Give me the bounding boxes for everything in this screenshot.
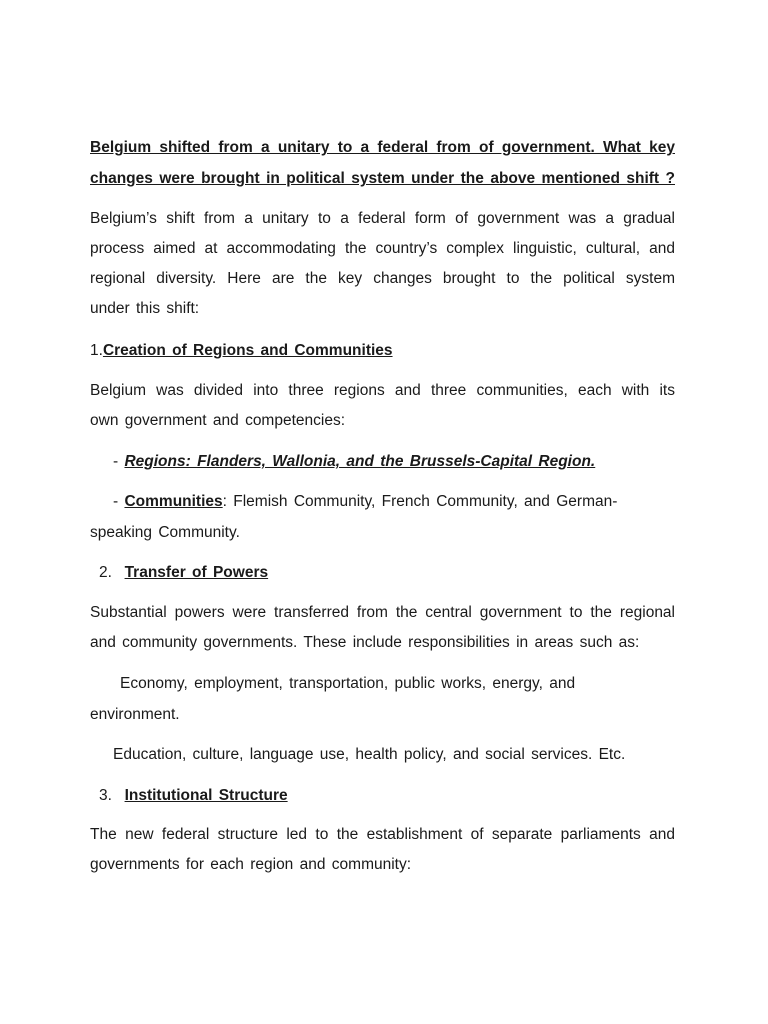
regions-bullet bbox=[113, 452, 595, 472]
section-1-title: Creation of Regions and Communities bbox=[102, 342, 393, 359]
section-2-text-line-2: and community governments. These include responsibilities in areas such as: bbox=[90, 634, 640, 651]
section-2-number: 2. bbox=[99, 564, 112, 581]
section-2-text-line-1: Substantial powers were transferred from the central government to the regional bbox=[90, 604, 675, 621]
section-1-heading bbox=[90, 341, 393, 361]
section-2-title: Transfer of Powers bbox=[124, 564, 269, 581]
powers-item-1-line-2: environment. bbox=[90, 706, 180, 723]
intro-line-4: under this shift: bbox=[90, 300, 200, 317]
section-1-text-line-1: Belgium was divided into three regions and three communities, each with its bbox=[90, 382, 675, 399]
regions-text: Regions: Flanders, Wallonia, and the Brussels-Capital Region. bbox=[124, 453, 596, 470]
section-1-text-line-2: own government and competencies: bbox=[90, 412, 346, 429]
powers-item-1-line-1: Economy, employment, transportation, public works, energy, and bbox=[120, 675, 576, 692]
communities-bullet bbox=[113, 492, 617, 512]
communities-rest: : Flemish Community, French Community, and German- bbox=[222, 493, 618, 510]
communities-dash: - bbox=[113, 493, 125, 510]
powers-item-2: Education, culture, language use, health policy, and social services. Etc. bbox=[113, 746, 626, 763]
section-1-number: 1. bbox=[90, 342, 103, 359]
section-3-text-line-1: The new federal structure led to the establishment of separate parliaments and bbox=[90, 826, 675, 843]
intro-line-2: process aimed at accommodating the country’s complex linguistic, cultural, and bbox=[90, 240, 675, 257]
section-3-text-line-2: governments for each region and community: bbox=[90, 856, 412, 873]
question-line-2: changes were brought in political system under the above mentioned shift ? bbox=[90, 170, 675, 187]
question-line-1: Belgium shifted from a unitary to a federal from of government. What key bbox=[90, 139, 675, 156]
communities-line-2: speaking Community. bbox=[90, 524, 240, 541]
section-3-heading bbox=[99, 786, 288, 806]
section-3-number: 3. bbox=[99, 787, 112, 804]
regions-dash: - bbox=[113, 453, 125, 470]
communities-label: Communities bbox=[124, 493, 223, 510]
section-2-heading bbox=[99, 563, 268, 583]
section-3-title: Institutional Structure bbox=[124, 787, 288, 804]
intro-line-3: regional diversity. Here are the key changes brought to the political system bbox=[90, 270, 675, 287]
intro-line-1: Belgium’s shift from a unitary to a federal form of government was a gradual bbox=[90, 210, 675, 227]
